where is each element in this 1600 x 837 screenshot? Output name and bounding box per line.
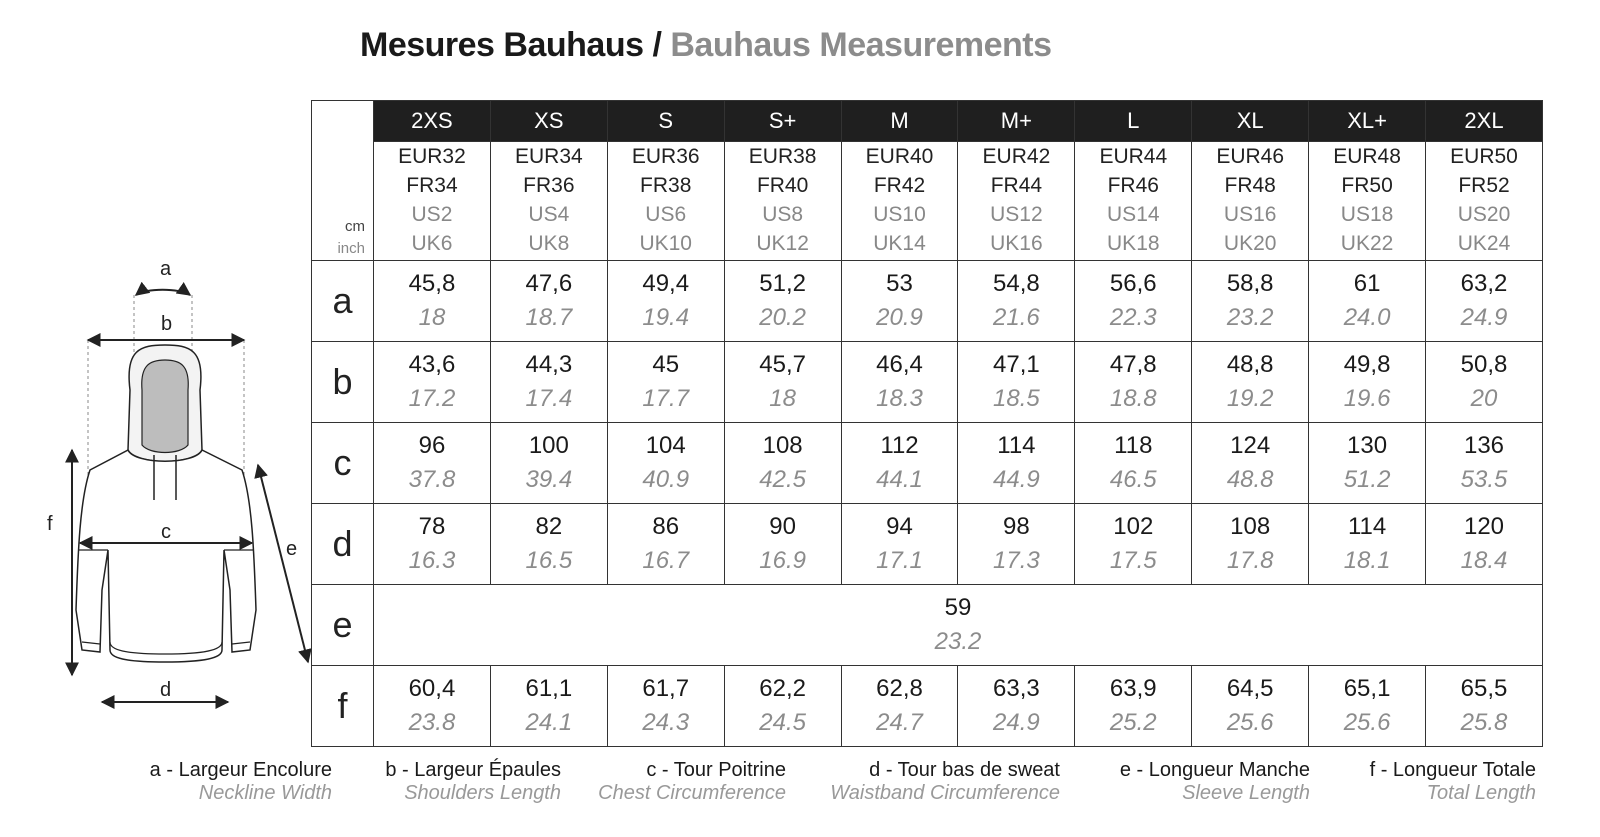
title-en: Bauhaus Measurements	[670, 26, 1052, 64]
measurement-row-d	[312, 504, 1543, 585]
diagram-label-f: f	[47, 513, 53, 535]
table-cell: 100 39.4	[490, 423, 607, 504]
size-header: 2XL	[1426, 101, 1543, 142]
legend-item-a: a - Largeur Encolure Neckline Width	[149, 759, 332, 804]
table-cell: 51,2 20.2	[724, 261, 841, 342]
size-header: S	[607, 101, 724, 142]
size-header: M	[841, 101, 958, 142]
size-conversion: EUR50 FR52 US20 UK24	[1426, 142, 1543, 261]
table-cell: 61 24.0	[1309, 261, 1426, 342]
table-cell: 49,8 19.6	[1309, 342, 1426, 423]
size-table	[311, 100, 1543, 747]
size-header: S+	[724, 101, 841, 142]
diagram-label-d: d	[160, 679, 172, 701]
measurement-row-c	[312, 423, 1543, 504]
title-fr: Mesures Bauhaus	[360, 26, 644, 64]
size-conversion: EUR44 FR46 US14 UK18	[1075, 142, 1192, 261]
table-cell: 112 44.1	[841, 423, 958, 504]
table-cell: 65,1 25.6	[1309, 666, 1426, 747]
unit-inch: inch	[337, 240, 365, 257]
row-label: f	[312, 666, 374, 747]
table-cell: 120 18.4	[1426, 504, 1543, 585]
table-cell: 65,5 25.8	[1426, 666, 1543, 747]
size-header: M+	[958, 101, 1075, 142]
row-label: a	[312, 261, 374, 342]
legend-item-c: c - Tour Poitrine Chest Circumference	[598, 759, 786, 804]
table-cell: 108 42.5	[724, 423, 841, 504]
diagram-label-a: a	[160, 258, 172, 280]
legend-item-e: e - Longueur Manche Sleeve Length	[1119, 759, 1310, 804]
row-label: e	[312, 585, 374, 666]
table-cell: 94 17.1	[841, 504, 958, 585]
row-label: c	[312, 423, 374, 504]
size-conversion: EUR32 FR34 US2 UK6	[374, 142, 491, 261]
table-cell: 45,7 18	[724, 342, 841, 423]
size-conversion: EUR38 FR40 US8 UK12	[724, 142, 841, 261]
table-cell: 54,8 21.6	[958, 261, 1075, 342]
table-cell: 90 16.9	[724, 504, 841, 585]
table-cell: 61,1 24.1	[490, 666, 607, 747]
title-separator: /	[652, 26, 662, 64]
table-cell: 48,8 19.2	[1192, 342, 1309, 423]
table-cell: 102 17.5	[1075, 504, 1192, 585]
table-cell: 47,8 18.8	[1075, 342, 1192, 423]
measurement-row-a	[312, 261, 1543, 342]
size-header: 2XS	[374, 101, 491, 142]
legend-item-f: f - Longueur Totale Total Length	[1369, 759, 1536, 804]
table-cell: 56,6 22.3	[1075, 261, 1192, 342]
legend-item-b: b - Largeur Épaules Shoulders Length	[385, 759, 561, 804]
table-cell: 78 16.3	[374, 504, 491, 585]
row-label: b	[312, 342, 374, 423]
size-header: XS	[490, 101, 607, 142]
size-conversion: EUR34 FR36 US4 UK8	[490, 142, 607, 261]
table-cell: 45 17.7	[607, 342, 724, 423]
table-cell: 62,8 24.7	[841, 666, 958, 747]
unit-cm: cm	[345, 218, 365, 235]
size-header: XL	[1192, 101, 1309, 142]
size-conversion: EUR48 FR50 US18 UK22	[1309, 142, 1426, 261]
table-cell: 86 16.7	[607, 504, 724, 585]
measurement-row-e	[312, 585, 1543, 666]
size-conversion: EUR42 FR44 US12 UK16	[958, 142, 1075, 261]
table-cell: 118 46.5	[1075, 423, 1192, 504]
table-cell: 114 18.1	[1309, 504, 1426, 585]
size-header: L	[1075, 101, 1192, 142]
size-conversion: EUR36 FR38 US6 UK10	[607, 142, 724, 261]
table-cell: 45,8 18	[374, 261, 491, 342]
table-cell: 49,4 19.4	[607, 261, 724, 342]
table-cell: 96 37.8	[374, 423, 491, 504]
table-cell: 50,8 20	[1426, 342, 1543, 423]
table-cell: 82 16.5	[490, 504, 607, 585]
table-cell: 63,2 24.9	[1426, 261, 1543, 342]
table-cell: 114 44.9	[958, 423, 1075, 504]
table-cell: 130 51.2	[1309, 423, 1426, 504]
table-cell: 98 17.3	[958, 504, 1075, 585]
table-cell: 63,3 24.9	[958, 666, 1075, 747]
hoodie-diagram	[30, 250, 320, 720]
conversion-row	[312, 142, 1543, 261]
table-cell-merged: 59 23.2	[374, 585, 1543, 666]
size-conversion: EUR40 FR42 US10 UK14	[841, 142, 958, 261]
table-cell: 60,4 23.8	[374, 666, 491, 747]
table-cell: 47,1 18.5	[958, 342, 1075, 423]
measurement-row-b	[312, 342, 1543, 423]
diagram-label-c: c	[161, 521, 171, 543]
size-header: XL+	[1309, 101, 1426, 142]
row-label: d	[312, 504, 374, 585]
table-cell: 63,9 25.2	[1075, 666, 1192, 747]
table-cell: 44,3 17.4	[490, 342, 607, 423]
table-cell: 47,6 18.7	[490, 261, 607, 342]
diagram-label-b: b	[161, 313, 173, 335]
table-cell: 43,6 17.2	[374, 342, 491, 423]
units-corner	[312, 101, 374, 261]
legend-item-d: d - Tour bas de sweat Waistband Circumference	[830, 759, 1060, 804]
table-cell: 108 17.8	[1192, 504, 1309, 585]
table-cell: 62,2 24.5	[724, 666, 841, 747]
table-cell: 61,7 24.3	[607, 666, 724, 747]
table-cell: 124 48.8	[1192, 423, 1309, 504]
table-cell: 53 20.9	[841, 261, 958, 342]
measurement-row-f	[312, 666, 1543, 747]
table-cell: 46,4 18.3	[841, 342, 958, 423]
table-cell: 136 53.5	[1426, 423, 1543, 504]
table-cell: 104 40.9	[607, 423, 724, 504]
size-conversion: EUR46 FR48 US16 UK20	[1192, 142, 1309, 261]
table-cell: 58,8 23.2	[1192, 261, 1309, 342]
page-title	[360, 26, 1052, 65]
diagram-label-e: e	[286, 538, 298, 560]
table-cell: 64,5 25.6	[1192, 666, 1309, 747]
size-header-row	[312, 101, 1543, 142]
